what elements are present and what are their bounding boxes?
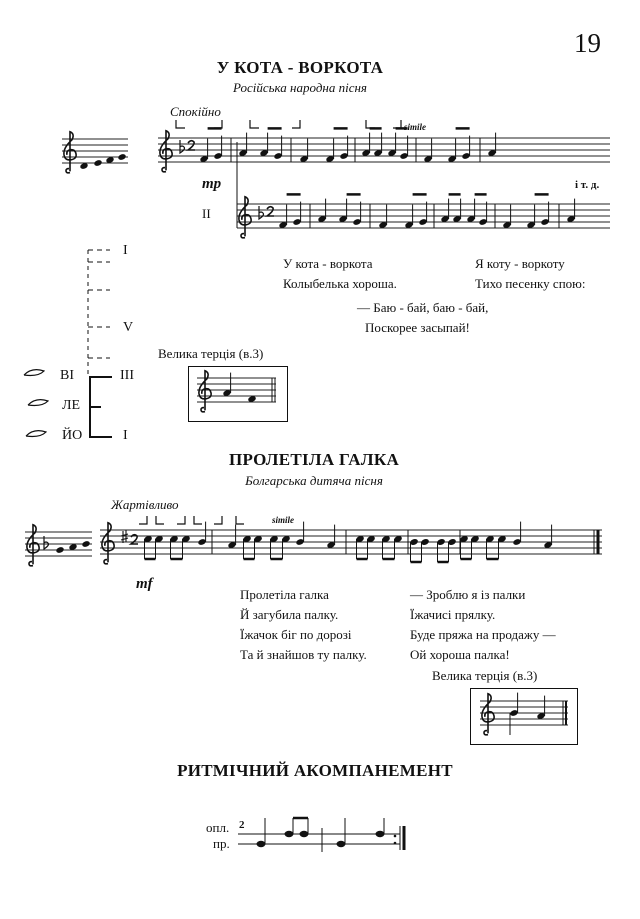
lyric-line: Їжачисі прялку. [410, 607, 496, 622]
flat-icon [180, 140, 185, 153]
lyric-line: Колыбелька хороша. [283, 276, 397, 291]
syllable-label: ЙО [62, 428, 83, 443]
note-head [257, 841, 266, 847]
song2-title: ПРОЛЕТІЛА ГАЛКА [228, 450, 400, 469]
phrasing-mark [194, 516, 202, 524]
voice2-label: II [202, 206, 211, 221]
phrasing-mark [250, 120, 259, 128]
page-number: 19 [574, 28, 601, 58]
degree-label: I [123, 428, 128, 443]
phrasing-mark [393, 120, 401, 128]
lyric-line: — Зроблю я із палки [410, 587, 526, 602]
treble-clef-icon [64, 132, 76, 173]
sharp-icon [121, 530, 128, 543]
song2-simile: simile [272, 515, 294, 525]
lyric-line: Пролетіла галка [240, 587, 329, 602]
lyric-line: Тихо песенку спою: [475, 276, 586, 291]
phrasing-mark [292, 120, 300, 128]
treble-clef-icon [102, 523, 114, 564]
hand-sign-vi-icon [24, 370, 44, 376]
song1-dynamic: mp [202, 176, 222, 192]
lyric-line: Та й знайшов ту палку. [240, 647, 367, 662]
note-head [376, 831, 385, 837]
song1-tempo: Спокійно [170, 104, 221, 119]
lyric-line: Поскорее засыпай! [365, 320, 470, 335]
treble-clef-icon [482, 694, 494, 735]
phrasing-mark [236, 516, 244, 524]
note-head [300, 831, 309, 837]
degree-label: V [123, 320, 134, 335]
song1-continuation: і т. д. [575, 179, 600, 191]
repeat-dot [394, 842, 397, 845]
rhythm-lower-label: пр. [213, 836, 230, 851]
degree-label: I [123, 243, 128, 258]
note-head [55, 546, 64, 554]
phrasing-mark [176, 120, 185, 128]
syllable-label: ВІ [60, 368, 74, 383]
interval-label: Велика терція (в.3) [158, 346, 264, 361]
phrasing-mark [177, 516, 185, 524]
lyric-line: Ой хороша палка! [410, 647, 510, 662]
note-head [285, 831, 294, 837]
hand-sign-yo-icon [26, 431, 46, 437]
rhythm-time-signature: 2 [239, 819, 245, 831]
lyric-line: Й загубила палку. [240, 607, 339, 622]
rhythm-title: РИТМІЧНИЙ АКОМПАНЕМЕНТ [177, 761, 453, 780]
lyric-line: — Баю - бай, баю - бай, [357, 300, 489, 315]
song2-tempo: Жартівливо [111, 497, 179, 512]
song1-subtitle: Російська народна пісня [233, 80, 367, 95]
song1-simile: simile [404, 122, 426, 132]
phrasing-mark [366, 120, 375, 128]
degree-label: III [120, 368, 134, 383]
treble-clef-icon [239, 197, 251, 238]
lyric-line: Буде пряжа на продажу — [410, 627, 556, 642]
lyric-line: Я коту - воркоту [475, 256, 565, 271]
song2-dynamic: mf [136, 576, 153, 592]
flat-icon [259, 206, 264, 219]
hand-sign-le-icon [28, 400, 48, 406]
time-signature [188, 141, 195, 150]
treble-clef-icon [160, 131, 172, 172]
syllable-label: ЛЕ [62, 398, 81, 413]
repeat-dot [394, 835, 397, 838]
note-head [81, 540, 90, 548]
rhythm-upper-label: опл. [206, 820, 230, 835]
note-head [117, 153, 126, 161]
treble-clef-icon [199, 371, 211, 412]
song2-subtitle: Болгарська дитяча пісня [245, 473, 383, 488]
lyric-line: Їжачок біг по дорозі [240, 627, 352, 642]
phrasing-mark [214, 516, 222, 524]
treble-clef-icon [27, 525, 39, 566]
phrasing-mark [156, 516, 164, 524]
scale-solid-bracket [90, 377, 112, 437]
lyric-line: У кота - воркота [283, 256, 373, 271]
phrasing-mark [139, 516, 147, 524]
phrasing-mark [214, 120, 222, 128]
note-head [337, 841, 346, 847]
note-head [93, 159, 102, 167]
time-signature [267, 207, 274, 216]
interval-label: Велика терція (в.3) [432, 668, 538, 683]
song1-title: У КОТА - ВОРКОТА [216, 58, 384, 77]
